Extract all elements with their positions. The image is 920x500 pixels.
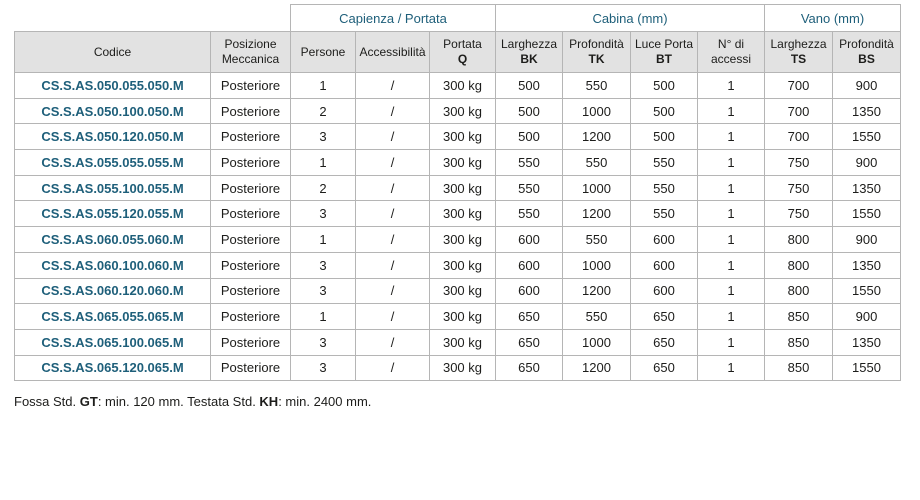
cell-portata: 300 kg	[430, 150, 496, 176]
col-profondita-bs-label: Profondità	[839, 37, 894, 51]
cell-accessi: 1	[698, 124, 765, 150]
col-larghezza-bk-symbol: BK	[520, 52, 538, 66]
cell-codice: CS.S.AS.055.100.055.M	[15, 175, 211, 201]
footnote-prefix: Fossa Std.	[14, 394, 80, 409]
col-luce-porta	[631, 32, 698, 73]
cell-codice: CS.S.AS.060.100.060.M	[15, 252, 211, 278]
cell-profondita-bs: 1550	[833, 201, 901, 227]
cell-posizione: Posteriore	[211, 150, 291, 176]
footnote-gt: GT	[79, 394, 98, 409]
cell-profondita-tk: 550	[563, 73, 631, 99]
table-body	[15, 73, 901, 381]
table-row	[15, 227, 901, 253]
cell-profondita-tk: 1000	[563, 329, 631, 355]
cell-accessibilita: /	[356, 252, 430, 278]
table-row	[15, 304, 901, 330]
cell-profondita-bs: 900	[833, 73, 901, 99]
cell-larghezza-bk: 550	[496, 175, 563, 201]
cell-luce-porta: 600	[631, 227, 698, 253]
cell-accessibilita: /	[356, 73, 430, 99]
cell-accessi: 1	[698, 98, 765, 124]
cell-larghezza-bk: 600	[496, 252, 563, 278]
cell-larghezza-ts: 850	[765, 304, 833, 330]
col-luce-porta-label: Luce Porta	[634, 37, 694, 51]
cell-portata: 300 kg	[430, 98, 496, 124]
cell-portata: 300 kg	[430, 355, 496, 381]
cell-codice: CS.S.AS.065.100.065.M	[15, 329, 211, 355]
cell-accessi: 1	[698, 73, 765, 99]
group-header-blank	[15, 5, 291, 32]
cell-larghezza-bk: 650	[496, 329, 563, 355]
spec-table	[14, 4, 901, 381]
cell-persone: 3	[291, 278, 356, 304]
table-row	[15, 355, 901, 381]
cell-persone: 1	[291, 73, 356, 99]
col-larghezza-ts-label: Larghezza	[770, 37, 827, 51]
cell-posizione: Posteriore	[211, 98, 291, 124]
cell-persone: 1	[291, 227, 356, 253]
footnote-middle: : min. 120 mm. Testata Std.	[97, 394, 260, 409]
cell-accessibilita: /	[356, 150, 430, 176]
col-accessi-line2: accessi	[710, 52, 751, 66]
cell-portata: 300 kg	[430, 252, 496, 278]
cell-accessibilita: /	[356, 355, 430, 381]
cell-posizione: Posteriore	[211, 355, 291, 381]
footnote-kh: KH	[259, 394, 279, 409]
cell-profondita-tk: 1000	[563, 175, 631, 201]
col-codice	[15, 32, 211, 73]
col-profondita-tk	[563, 32, 631, 73]
group-header-row	[15, 5, 901, 32]
table-row	[15, 124, 901, 150]
col-posizione	[211, 32, 291, 73]
cell-accessi: 1	[698, 252, 765, 278]
footnote-suffix: : min. 2400 mm.	[278, 394, 372, 409]
cell-portata: 300 kg	[430, 73, 496, 99]
cell-profondita-bs: 900	[833, 150, 901, 176]
cell-posizione: Posteriore	[211, 329, 291, 355]
cell-luce-porta: 550	[631, 201, 698, 227]
cell-larghezza-ts: 850	[765, 355, 833, 381]
cell-larghezza-ts: 700	[765, 73, 833, 99]
col-accessi-line1: N° di	[717, 37, 745, 51]
table-row	[15, 252, 901, 278]
cell-larghezza-bk: 650	[496, 304, 563, 330]
cell-accessi: 1	[698, 355, 765, 381]
cell-accessi: 1	[698, 278, 765, 304]
cell-profondita-tk: 550	[563, 150, 631, 176]
cell-profondita-tk: 1200	[563, 355, 631, 381]
cell-profondita-bs: 900	[833, 304, 901, 330]
cell-profondita-tk: 1000	[563, 98, 631, 124]
cell-codice: CS.S.AS.055.055.055.M	[15, 150, 211, 176]
cell-larghezza-bk: 550	[496, 201, 563, 227]
cell-accessi: 1	[698, 150, 765, 176]
cell-accessibilita: /	[356, 201, 430, 227]
col-larghezza-bk	[496, 32, 563, 73]
cell-persone: 1	[291, 150, 356, 176]
cell-posizione: Posteriore	[211, 201, 291, 227]
cell-portata: 300 kg	[430, 201, 496, 227]
col-accessi	[698, 32, 765, 73]
cell-accessibilita: /	[356, 124, 430, 150]
col-larghezza-bk-label: Larghezza	[500, 37, 558, 51]
col-larghezza-ts	[765, 32, 833, 73]
group-vano: Vano (mm)	[765, 5, 901, 32]
cell-portata: 300 kg	[430, 124, 496, 150]
group-cabina: Cabina (mm)	[496, 5, 765, 32]
group-capienza: Capienza / Portata	[291, 5, 496, 32]
cell-accessi: 1	[698, 175, 765, 201]
cell-portata: 300 kg	[430, 227, 496, 253]
col-portata-label: Portata	[443, 37, 482, 51]
cell-portata: 300 kg	[430, 304, 496, 330]
cell-larghezza-bk: 550	[496, 150, 563, 176]
table-row	[15, 201, 901, 227]
cell-accessi: 1	[698, 304, 765, 330]
cell-larghezza-bk: 650	[496, 355, 563, 381]
cell-larghezza-ts: 800	[765, 227, 833, 253]
cell-accessi: 1	[698, 201, 765, 227]
cell-larghezza-bk: 500	[496, 73, 563, 99]
cell-luce-porta: 600	[631, 278, 698, 304]
col-profondita-bs-symbol: BS	[858, 52, 875, 66]
cell-luce-porta: 650	[631, 355, 698, 381]
cell-posizione: Posteriore	[211, 304, 291, 330]
cell-luce-porta: 500	[631, 124, 698, 150]
cell-profondita-bs: 1550	[833, 355, 901, 381]
cell-luce-porta: 550	[631, 150, 698, 176]
col-persone	[291, 32, 356, 73]
cell-posizione: Posteriore	[211, 278, 291, 304]
cell-larghezza-ts: 700	[765, 98, 833, 124]
cell-codice: CS.S.AS.050.100.050.M	[15, 98, 211, 124]
col-accessibilita-label: Accessibilità	[359, 44, 426, 59]
col-accessibilita	[356, 32, 430, 73]
cell-profondita-tk: 1200	[563, 124, 631, 150]
cell-codice: CS.S.AS.055.120.055.M	[15, 201, 211, 227]
col-codice-label: Codice	[93, 44, 132, 59]
table-row	[15, 98, 901, 124]
cell-accessibilita: /	[356, 329, 430, 355]
cell-persone: 3	[291, 124, 356, 150]
cell-larghezza-bk: 500	[496, 98, 563, 124]
footnote	[14, 394, 371, 409]
cell-persone: 3	[291, 355, 356, 381]
col-posizione-line2: Meccanica	[221, 52, 280, 66]
cell-profondita-bs: 1350	[833, 252, 901, 278]
cell-codice: CS.S.AS.060.055.060.M	[15, 227, 211, 253]
cell-codice: CS.S.AS.060.120.060.M	[15, 278, 211, 304]
cell-profondita-tk: 1200	[563, 201, 631, 227]
col-portata	[430, 32, 496, 73]
cell-larghezza-ts: 750	[765, 150, 833, 176]
cell-accessi: 1	[698, 227, 765, 253]
cell-luce-porta: 550	[631, 175, 698, 201]
cell-codice: CS.S.AS.065.055.065.M	[15, 304, 211, 330]
cell-larghezza-ts: 800	[765, 252, 833, 278]
cell-accessibilita: /	[356, 278, 430, 304]
cell-profondita-bs: 1550	[833, 124, 901, 150]
col-profondita-bs	[833, 32, 901, 73]
cell-profondita-bs: 1350	[833, 98, 901, 124]
cell-luce-porta: 500	[631, 73, 698, 99]
cell-luce-porta: 650	[631, 329, 698, 355]
cell-luce-porta: 500	[631, 98, 698, 124]
table-row	[15, 73, 901, 99]
cell-portata: 300 kg	[430, 329, 496, 355]
cell-portata: 300 kg	[430, 278, 496, 304]
cell-profondita-bs: 1350	[833, 329, 901, 355]
col-profondita-tk-symbol: TK	[588, 52, 605, 66]
cell-persone: 3	[291, 329, 356, 355]
cell-profondita-bs: 900	[833, 227, 901, 253]
cell-codice: CS.S.AS.050.055.050.M	[15, 73, 211, 99]
cell-persone: 3	[291, 252, 356, 278]
cell-larghezza-ts: 750	[765, 175, 833, 201]
cell-posizione: Posteriore	[211, 252, 291, 278]
table-row	[15, 278, 901, 304]
cell-accessi: 1	[698, 329, 765, 355]
cell-persone: 1	[291, 304, 356, 330]
cell-profondita-tk: 1200	[563, 278, 631, 304]
cell-profondita-bs: 1350	[833, 175, 901, 201]
cell-persone: 3	[291, 201, 356, 227]
cell-persone: 2	[291, 98, 356, 124]
cell-persone: 2	[291, 175, 356, 201]
cell-larghezza-bk: 600	[496, 227, 563, 253]
cell-larghezza-ts: 800	[765, 278, 833, 304]
cell-larghezza-bk: 600	[496, 278, 563, 304]
table-row	[15, 329, 901, 355]
table-row	[15, 175, 901, 201]
cell-profondita-tk: 550	[563, 227, 631, 253]
col-larghezza-ts-symbol: TS	[790, 52, 807, 66]
col-portata-symbol: Q	[457, 52, 468, 66]
cell-accessibilita: /	[356, 227, 430, 253]
cell-larghezza-ts: 750	[765, 201, 833, 227]
cell-profondita-tk: 1000	[563, 252, 631, 278]
col-persone-label: Persone	[300, 44, 346, 59]
cell-posizione: Posteriore	[211, 73, 291, 99]
cell-profondita-bs: 1550	[833, 278, 901, 304]
col-luce-porta-symbol: BT	[656, 52, 672, 66]
cell-codice: CS.S.AS.050.120.050.M	[15, 124, 211, 150]
cell-portata: 300 kg	[430, 175, 496, 201]
cell-luce-porta: 600	[631, 252, 698, 278]
column-header-row	[15, 32, 901, 73]
cell-accessibilita: /	[356, 98, 430, 124]
table-row	[15, 150, 901, 176]
cell-larghezza-bk: 500	[496, 124, 563, 150]
cell-codice: CS.S.AS.065.120.065.M	[15, 355, 211, 381]
cell-larghezza-ts: 700	[765, 124, 833, 150]
cell-luce-porta: 650	[631, 304, 698, 330]
cell-profondita-tk: 550	[563, 304, 631, 330]
cell-accessibilita: /	[356, 175, 430, 201]
col-profondita-tk-label: Profondità	[569, 37, 624, 51]
cell-accessibilita: /	[356, 304, 430, 330]
cell-larghezza-ts: 850	[765, 329, 833, 355]
cell-posizione: Posteriore	[211, 227, 291, 253]
cell-posizione: Posteriore	[211, 124, 291, 150]
col-posizione-line1: Posizione	[224, 37, 277, 51]
cell-posizione: Posteriore	[211, 175, 291, 201]
